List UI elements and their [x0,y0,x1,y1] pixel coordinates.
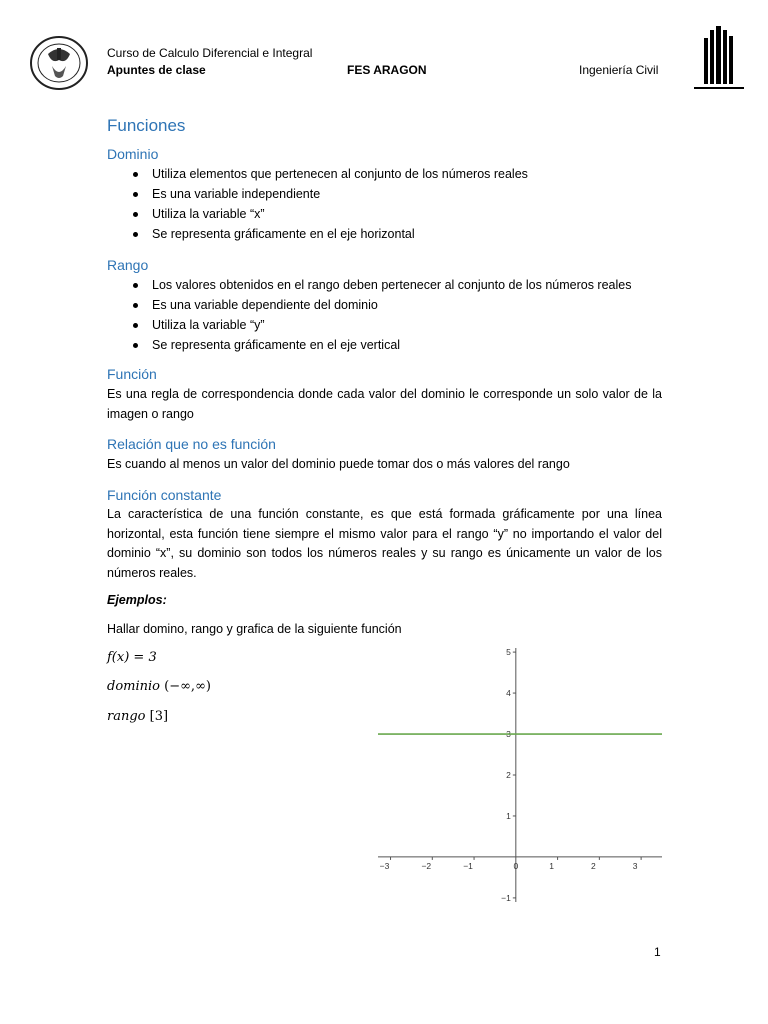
list-item: Se representa gráficamente en el eje horizontal [107,224,528,244]
list-item: Se representa gráficamente en el eje vertical [107,335,631,355]
career-label: Ingeniería Civil [579,63,659,77]
dominio-list [107,164,528,244]
range-value: [3] [149,709,169,724]
examples-label: Ejemplos: [107,593,167,607]
x-tick-label: −3 [379,860,390,871]
page-title: Funciones [107,116,186,135]
domain-value: (−∞,∞) [164,679,211,694]
y-tick-label: 1 [506,810,511,821]
list-item: Utiliza elementos que pertenecen al conjunto de los números reales [107,164,528,184]
list-item: Es una variable independiente [107,184,528,204]
function-expression: f(x) = 3 [107,650,157,665]
y-tick-label: −1 [501,892,511,903]
list-item: Los valores obtenidos en el rango deben pertenecer al conjunto de los números reales [107,275,631,295]
x-tick-label: 2 [590,860,596,871]
list-item: Es una variable dependiente del dominio [107,295,631,315]
unam-logo [28,34,90,92]
y-tick-label: 2 [506,770,511,780]
x-tick-label: −2 [421,860,432,871]
x-tick-label: −1 [463,860,473,871]
constante-text: La característica de una función constante, es que está formada gráficamente por una línea horizontal, esta función tiene siempre el mismo valor para el rango “y” no importando el valor del dominio “x”, su dominio son todos los números reales y su rango es únicamente un valor de los números reales. [107,507,662,580]
fes-aragon-logo [694,24,744,92]
notes-label: Apuntes de clase [107,63,206,77]
range-expression [107,709,168,724]
page-number: 1 [654,945,661,959]
y-tick-label: 4 [506,688,511,699]
funcion-heading: Función [107,366,157,382]
constante-heading: Función constante [107,487,222,503]
school-label: FES ARAGON [347,63,427,77]
y-tick-label: 5 [506,647,511,658]
constant-function-chart [370,640,670,910]
rango-heading: Rango [107,257,149,273]
list-item: Utiliza la variable “x” [107,204,528,224]
domain-word: dominio [107,679,160,694]
x-tick-label: 0 [513,860,519,871]
x-tick-label: 1 [549,860,554,871]
dominio-heading: Dominio [107,146,159,162]
example-prompt: Hallar domino, rango y grafica de la siguiente función [107,622,402,636]
relacion-heading: Relación que no es función [107,436,276,452]
x-tick-label: 3 [632,860,638,871]
course-title: Curso de Calculo Diferencial e Integral [107,46,313,60]
domain-expression [107,679,211,694]
range-word: rango [107,709,146,724]
list-item: Utiliza la variable “y” [107,315,631,335]
funcion-text: Es una regla de correspondencia donde cada valor del dominio le corresponde un solo valor de la imagen o rango [107,387,662,421]
rango-list [107,275,631,355]
relacion-text: Es cuando al menos un valor del dominio puede tomar dos o más valores del rango [107,457,570,471]
y-tick-label: 3 [506,729,511,740]
